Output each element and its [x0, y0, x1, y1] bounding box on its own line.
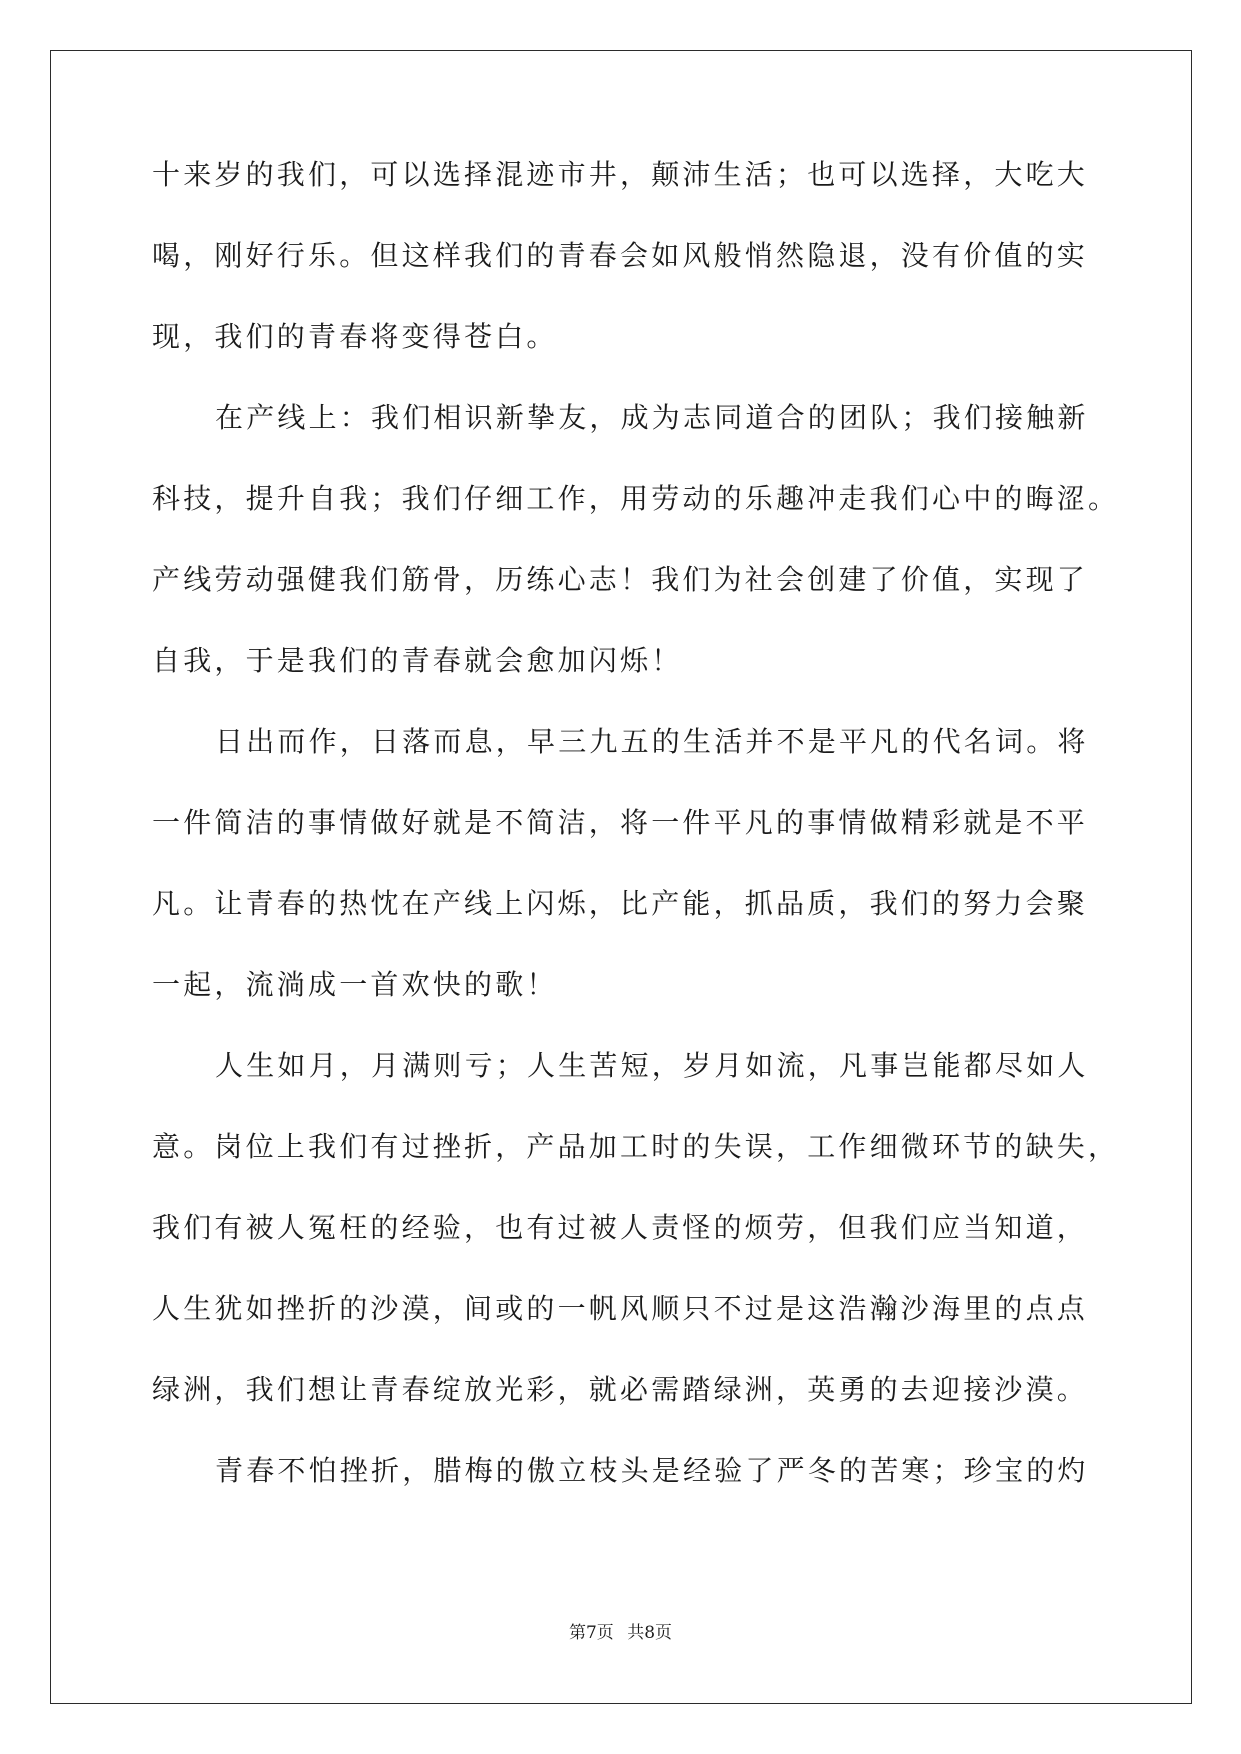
text-line: 意。岗位上我们有过挫折，产品加工时的失误，工作细微环节的缺失，	[152, 1130, 1120, 1163]
text-line: 科技，提升自我；我们仔细工作，用劳动的乐趣冲走我们心中的晦涩。	[152, 482, 1120, 515]
text-line: 一起，流淌成一首欢快的歌！	[152, 968, 558, 1001]
text-line: 凡。让青春的热忱在产线上闪烁，比产能，抓品质，我们的努力会聚	[152, 887, 1089, 920]
text-line: 我们有被人冤枉的经验，也有过被人责怪的烦劳，但我们应当知道，	[152, 1211, 1089, 1244]
text-line: 一件简洁的事情做好就是不简洁，将一件平凡的事情做精彩就是不平	[152, 806, 1089, 839]
paragraph-start-line: 人生如月，月满则亏；人生苦短，岁月如流，凡事岂能都尽如人	[215, 1049, 1089, 1082]
paragraph-start-line: 在产线上：我们相识新挚友，成为志同道合的团队；我们接触新	[215, 401, 1089, 434]
page-number: 第7页	[568, 1623, 614, 1643]
page-total: 共8页	[627, 1623, 673, 1643]
text-line: 自我，于是我们的青春就会愈加闪烁！	[152, 644, 683, 677]
paragraph-start-line: 青春不怕挫折，腊梅的傲立枝头是经验了严冬的苦寒；珍宝的灼	[215, 1454, 1089, 1487]
text-line: 现，我们的青春将变得苍白。	[152, 320, 558, 353]
text-line: 绿洲，我们想让青春绽放光彩，就必需踏绿洲，英勇的去迎接沙漠。	[152, 1373, 1089, 1406]
text-line: 十来岁的我们，可以选择混迹市井，颠沛生活；也可以选择，大吃大	[152, 158, 1089, 191]
text-line: 产线劳动强健我们筋骨，历练心志！我们为社会创建了价值，实现了	[152, 563, 1089, 596]
text-line: 喝，刚好行乐。但这样我们的青春会如风般悄然隐退，没有价值的实	[152, 239, 1089, 272]
page-footer	[0, 1618, 1241, 1643]
document-body	[152, 158, 1120, 1537]
paragraph-start-line: 日出而作，日落而息，早三九五的生活并不是平凡的代名词。将	[215, 725, 1089, 758]
text-line: 人生犹如挫折的沙漠，间或的一帆风顺只不过是这浩瀚沙海里的点点	[152, 1292, 1089, 1325]
